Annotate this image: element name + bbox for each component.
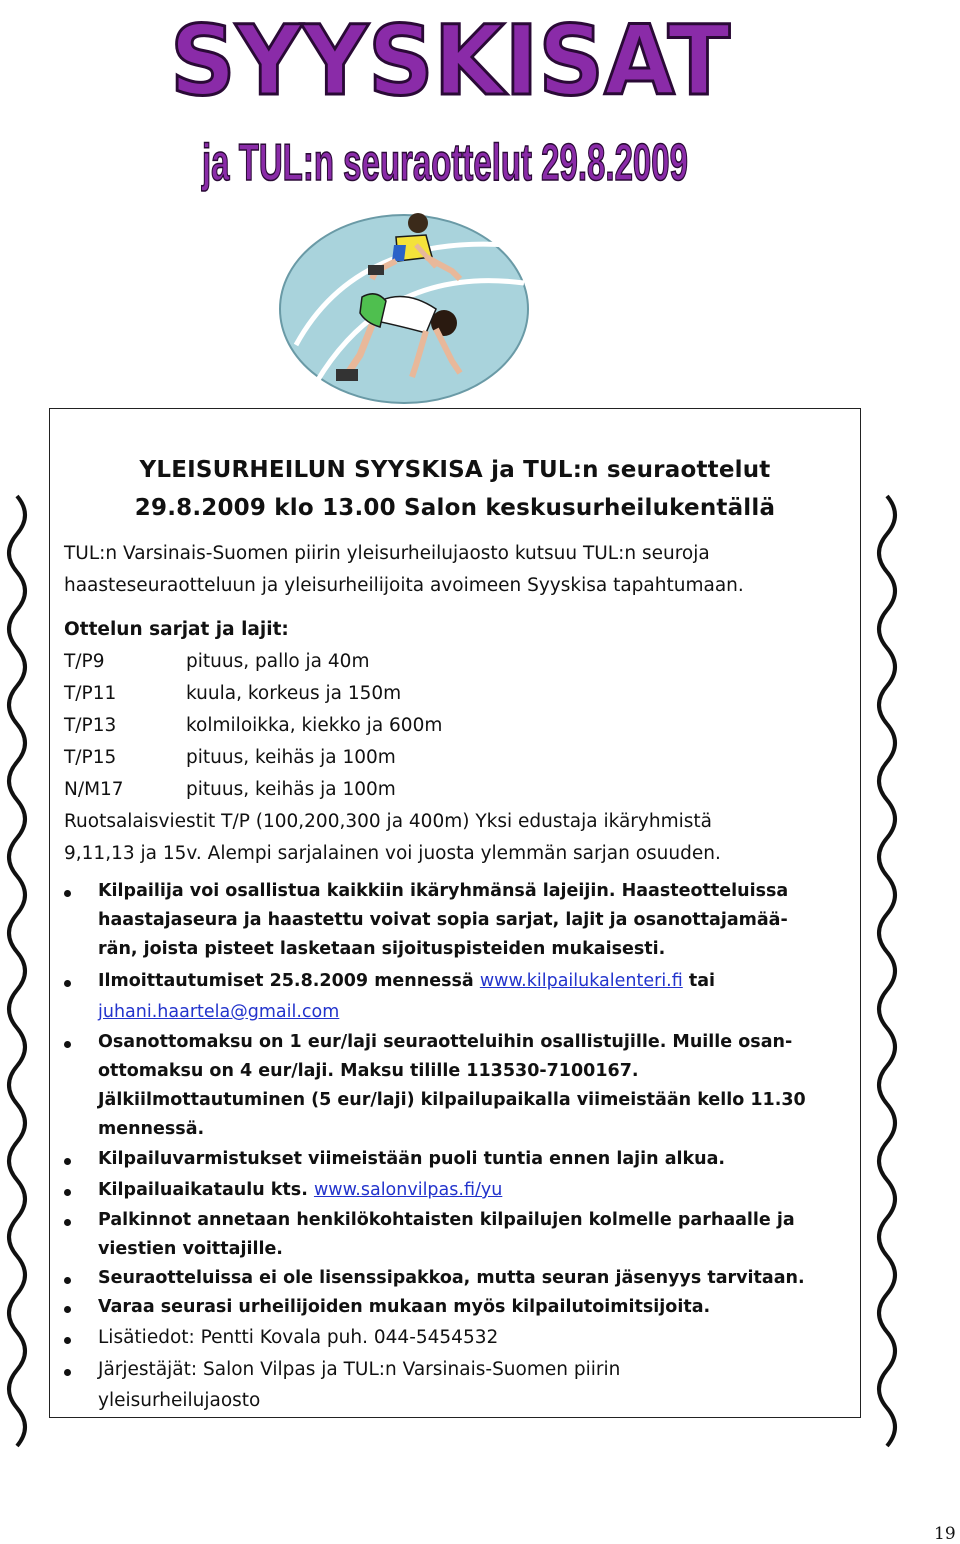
series-row	[64, 747, 396, 768]
bullet-dot	[64, 1189, 71, 1196]
intro-line1: TUL:n Varsinais-Suomen piirin yleisurheilujaosto kutsuu TUL:n seuroja	[64, 543, 710, 564]
sprinters-start-icon	[276, 205, 528, 405]
bullet-dot	[64, 1277, 71, 1284]
bullet-line: yleisurheilujaosto	[98, 1390, 261, 1411]
registration-line	[98, 971, 715, 991]
bullet-line: Lisätiedot: Pentti Kovala puh. 044-5454532	[98, 1327, 499, 1348]
relay-line2: 9,11,13 ja 15v. Alempi sarjalainen voi juosta ylemmän sarjan osuuden.	[64, 843, 721, 864]
bullet-line: ottomaksu on 4 eur/laji. Maksu tilille 113530-7100167.	[98, 1061, 639, 1081]
bullet-dot	[64, 1041, 71, 1048]
series-code: T/P11	[64, 683, 117, 704]
subtitle-text: ja TUL:n seuraottelut 29.8.2009	[201, 134, 688, 192]
bullet-line: haastajaseura ja haastettu voivat sopia sarjat, lajit ja osanottajamää-	[98, 910, 788, 930]
series-events: pituus, keihäs ja 100m	[186, 779, 396, 800]
bullet-line: viestien voittajille.	[98, 1239, 283, 1259]
series-events: pituus, pallo ja 40m	[186, 651, 370, 672]
bullet-line: Palkinnot annetaan henkilökohtaisten kilpailujen kolmelle parhaalle ja	[98, 1210, 795, 1230]
schedule-text: Kilpailuaikataulu kts.	[98, 1180, 314, 1200]
series-code: T/P13	[64, 715, 117, 736]
series-code: T/P15	[64, 747, 117, 768]
bullet-line: Osanottomaksu on 1 eur/laji seuraotteluihin osallistujille. Muille osan-	[98, 1032, 793, 1052]
panel-heading-line2: 29.8.2009 klo 13.00 Salon keskusurheilukentällä	[134, 495, 776, 521]
bullet-dot	[64, 1337, 71, 1344]
series-row	[64, 715, 442, 736]
title-banner	[160, 2, 740, 117]
schedule-line	[98, 1180, 502, 1200]
bullet-dot	[64, 980, 71, 987]
bullet-line: Seuraotteluissa ei ole lisenssipakkoa, mutta seuran jäsenyys tarvitaan.	[98, 1268, 805, 1288]
series-row	[64, 779, 396, 800]
bullet-line: Varaa seurasi urheilijoiden mukaan myös kilpailutoimitsijoita.	[98, 1297, 711, 1317]
bullet-line: Jälkiilmottautuminen (5 eur/laji) kilpailupaikalla viimeistään kello 11.30	[98, 1090, 806, 1110]
wavy-border-right	[870, 496, 904, 1426]
banner	[0, 0, 960, 200]
email-link[interactable]: juhani.haartela@gmail.com	[98, 1002, 340, 1022]
bullet-line: Kilpailija voi osallistua kaikkiin ikäryhmänsä lajeijin. Haasteotteluissa	[98, 881, 789, 901]
page-number: 19	[934, 1524, 956, 1544]
bullet-line: mennessä.	[98, 1119, 205, 1139]
series-heading: Ottelun sarjat ja lajit:	[64, 619, 289, 640]
salonvilpas-link[interactable]: www.salonvilpas.fi/yu	[313, 1180, 503, 1200]
email-line	[98, 1002, 339, 1022]
series-events: kuula, korkeus ja 150m	[186, 683, 402, 704]
registration-text: Ilmoittautumiset 25.8.2009 mennessä	[98, 971, 480, 991]
series-row	[64, 651, 369, 672]
kilpailukalenteri-link[interactable]: www.kilpailukalenteri.fi	[479, 971, 683, 991]
relay-line1: Ruotsalaisviestit T/P (100,200,300 ja 400m) Yksi edustaja ikäryhmistä	[64, 811, 712, 832]
bullet-dot	[64, 1158, 71, 1165]
panel-heading-line1: YLEISURHEILUN SYYSKISA ja TUL:n seuraottelut	[139, 457, 771, 483]
announcement-panel	[49, 408, 861, 1418]
series-events: pituus, keihäs ja 100m	[186, 747, 396, 768]
bullet-dot	[64, 1369, 71, 1376]
bullet-line: Järjestäjät: Salon Vilpas ja TUL:n Varsinais-Suomen piirin	[98, 1359, 621, 1380]
bullet-line: Kilpailuvarmistukset viimeistään puoli tuntia ennen lajin alkua.	[98, 1149, 726, 1169]
title-text: SYYSKISAT	[170, 5, 730, 117]
series-code: N/M17	[64, 779, 124, 800]
bullet-line: rän, joista pisteet lasketaan sijoituspisteiden mukaisesti.	[98, 939, 666, 959]
series-row	[64, 683, 401, 704]
subtitle-banner	[195, 118, 695, 200]
series-events: kolmiloikka, kiekko ja 600m	[186, 715, 443, 736]
bullet-dot	[64, 1219, 71, 1226]
series-code: T/P9	[64, 651, 105, 672]
intro-line2: haasteseuraotteluun ja yleisurheilijoita avoimeen Syyskisa tapahtumaan.	[64, 575, 744, 596]
wavy-border-left	[0, 496, 34, 1426]
registration-after: tai	[682, 971, 716, 991]
bullet-dot	[64, 890, 71, 897]
bullet-dot	[64, 1306, 71, 1313]
